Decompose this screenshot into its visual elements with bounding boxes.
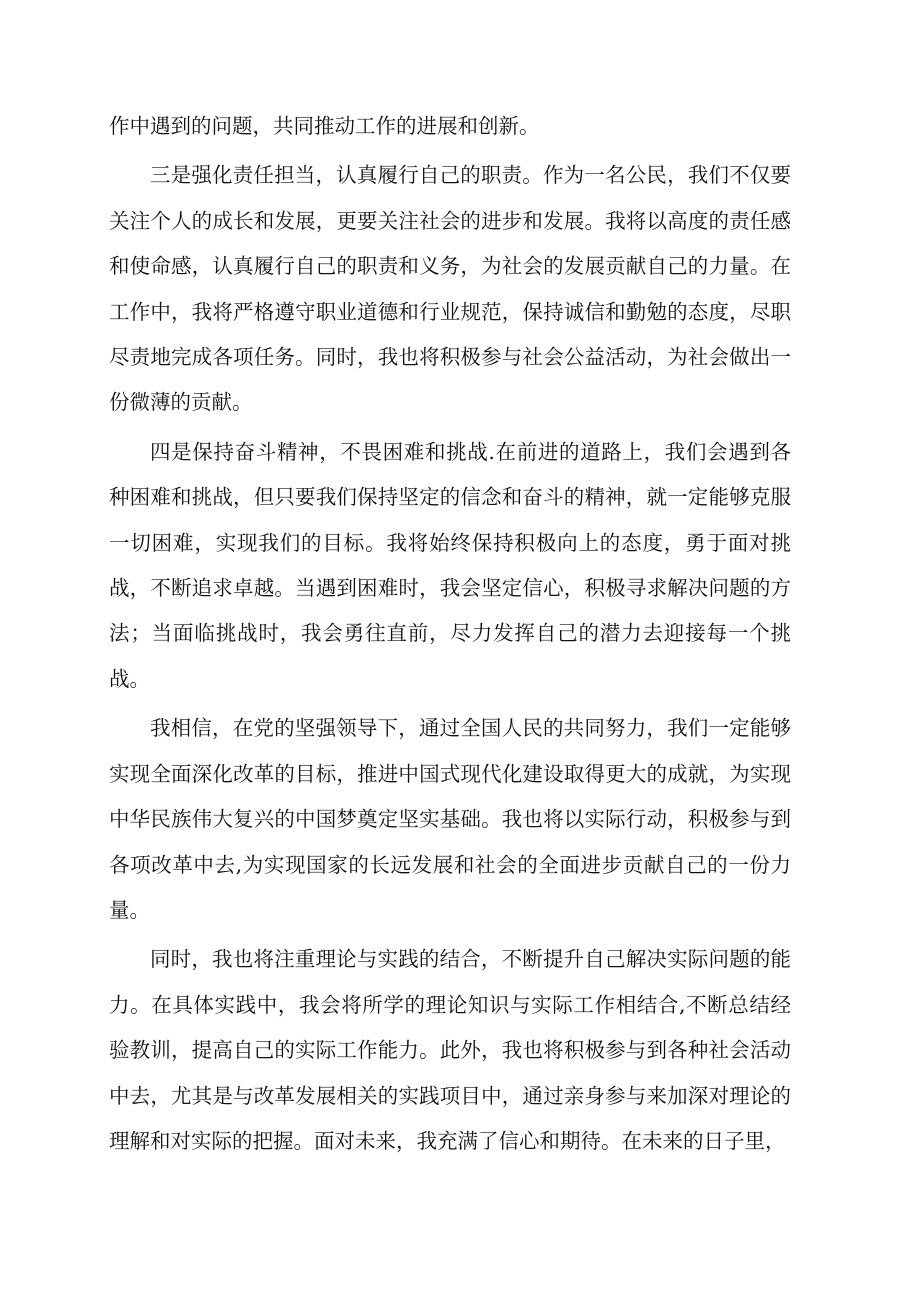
paragraph-theory-practice: 同时，我也将注重理论与实践的结合，不断提升自己解决实际问题的能力。在具体实践中，我会将所学的理论知识与实际工作相结合,不断总结经验教训，提高自己的实际工作能力。此外，我也将积极参与到各种社会活动中去，尤其是与改革发展相关的实践项目中，通过亲身参与来加深对理论的理解和对实际的把握。面对未来，我充满了信心和期待。在未来的日子里， (109, 947, 791, 1153)
paragraph-belief: 我相信，在党的坚强领导下，通过全国人民的共同努力，我们一定能够实现全面深化改革的目标，推进中国式现代化建设取得更大的成就，为实现中华民族伟大复兴的中国梦奠定坚实基础。我也将以实际行动，积极参与到各项改革中去,为实现国家的长远发展和社会的全面进步贡献自己的一份力量。 (109, 716, 791, 922)
paragraph-responsibility: 三是强化责任担当，认真履行自己的职责。作为一名公民，我们不仅要关注个人的成长和发展，更要关注社会的进步和发展。我将以高度的责任感和使命感，认真履行自己的职责和义务，为社会的发展贡献自己的力量。在工作中，我将严格遵守职业道德和行业规范，保持诚信和勤勉的态度，尽职尽责地完成各项任务。同时，我也将积极参与社会公益活动，为社会做出一份微薄的贡献。 (109, 163, 791, 415)
paragraph-continuation: 作中遇到的问题，共同推动工作的进展和创新。 (109, 114, 540, 138)
document-body (109, 104, 791, 1164)
paragraph-struggle-spirit: 四是保持奋斗精神，不畏困难和挑战.在前进的道路上，我们会遇到各种困难和挑战，但只要我们保持坚定的信念和奋斗的精神，就一定能够克服一切困难，实现我们的目标。我将始终保持积极向上的态度，勇于面对挑战，不断追求卓越。当遇到困难时，我会坚定信心，积极寻求解决问题的方法；当面临挑战时，我会勇往直前，尽力发挥自己的潜力去迎接每一个挑战。 (109, 439, 791, 691)
